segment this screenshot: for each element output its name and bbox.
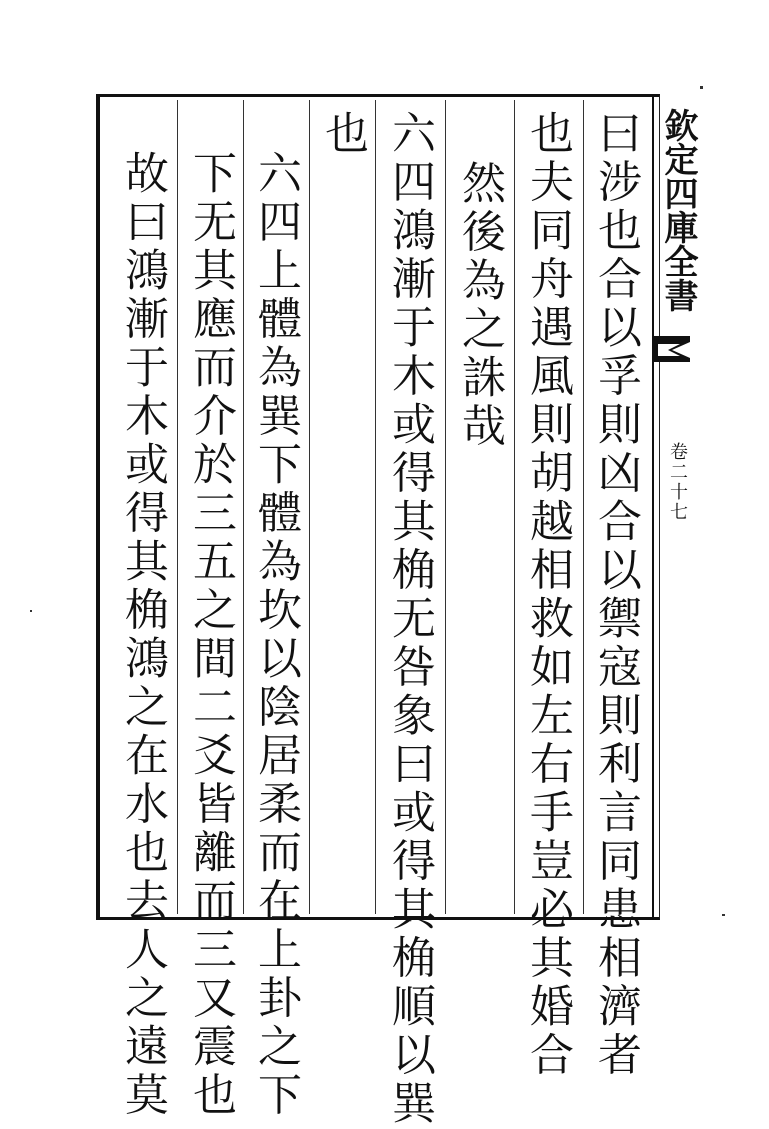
column-text: 曰涉也合以孚則凶合以禦寇則利言同患相濟者 bbox=[590, 110, 641, 1080]
text-column-8 bbox=[113, 150, 171, 1120]
margin-divider bbox=[652, 94, 654, 920]
column-text: 下无其應而介於三五之間二爻皆離而三又震也 bbox=[185, 150, 236, 1120]
column-rule bbox=[583, 100, 584, 914]
scan-speck bbox=[722, 914, 725, 916]
column-text: 六四上體為巽下體為坎以陰居柔而在上卦之下 bbox=[250, 150, 301, 1120]
column-rule bbox=[375, 100, 376, 914]
text-column-7 bbox=[181, 150, 239, 1120]
column-rule bbox=[445, 100, 446, 914]
margin-juan: 卷二十七 bbox=[667, 442, 688, 522]
column-text: 也 bbox=[317, 110, 368, 159]
column-text: 然後為之誅哉 bbox=[454, 160, 505, 451]
text-column-5 bbox=[313, 110, 371, 159]
text-column-6 bbox=[246, 150, 304, 1120]
text-column-1 bbox=[586, 110, 644, 1080]
margin-title: 欽定四庫全書 bbox=[658, 108, 698, 312]
text-column-4 bbox=[380, 110, 438, 1129]
scan-speck bbox=[700, 86, 703, 89]
column-text: 六四鴻漸于木或得其桷无咎象曰或得其桷順以巽 bbox=[384, 110, 435, 1129]
column-rule bbox=[514, 100, 515, 914]
fish-tail-mark bbox=[650, 332, 692, 364]
text-column-2 bbox=[518, 110, 576, 1080]
column-rule bbox=[243, 100, 244, 914]
column-rule bbox=[309, 100, 310, 914]
text-column-3 bbox=[450, 160, 508, 451]
column-text: 也夫同舟遇風則胡越相救如左右手豈必其婚合 bbox=[522, 110, 573, 1080]
scan-speck bbox=[30, 610, 32, 612]
column-rule bbox=[177, 100, 178, 914]
column-text: 故曰鴻漸于木或得其桷鴻之在水也去人之遠莫 bbox=[117, 150, 168, 1120]
